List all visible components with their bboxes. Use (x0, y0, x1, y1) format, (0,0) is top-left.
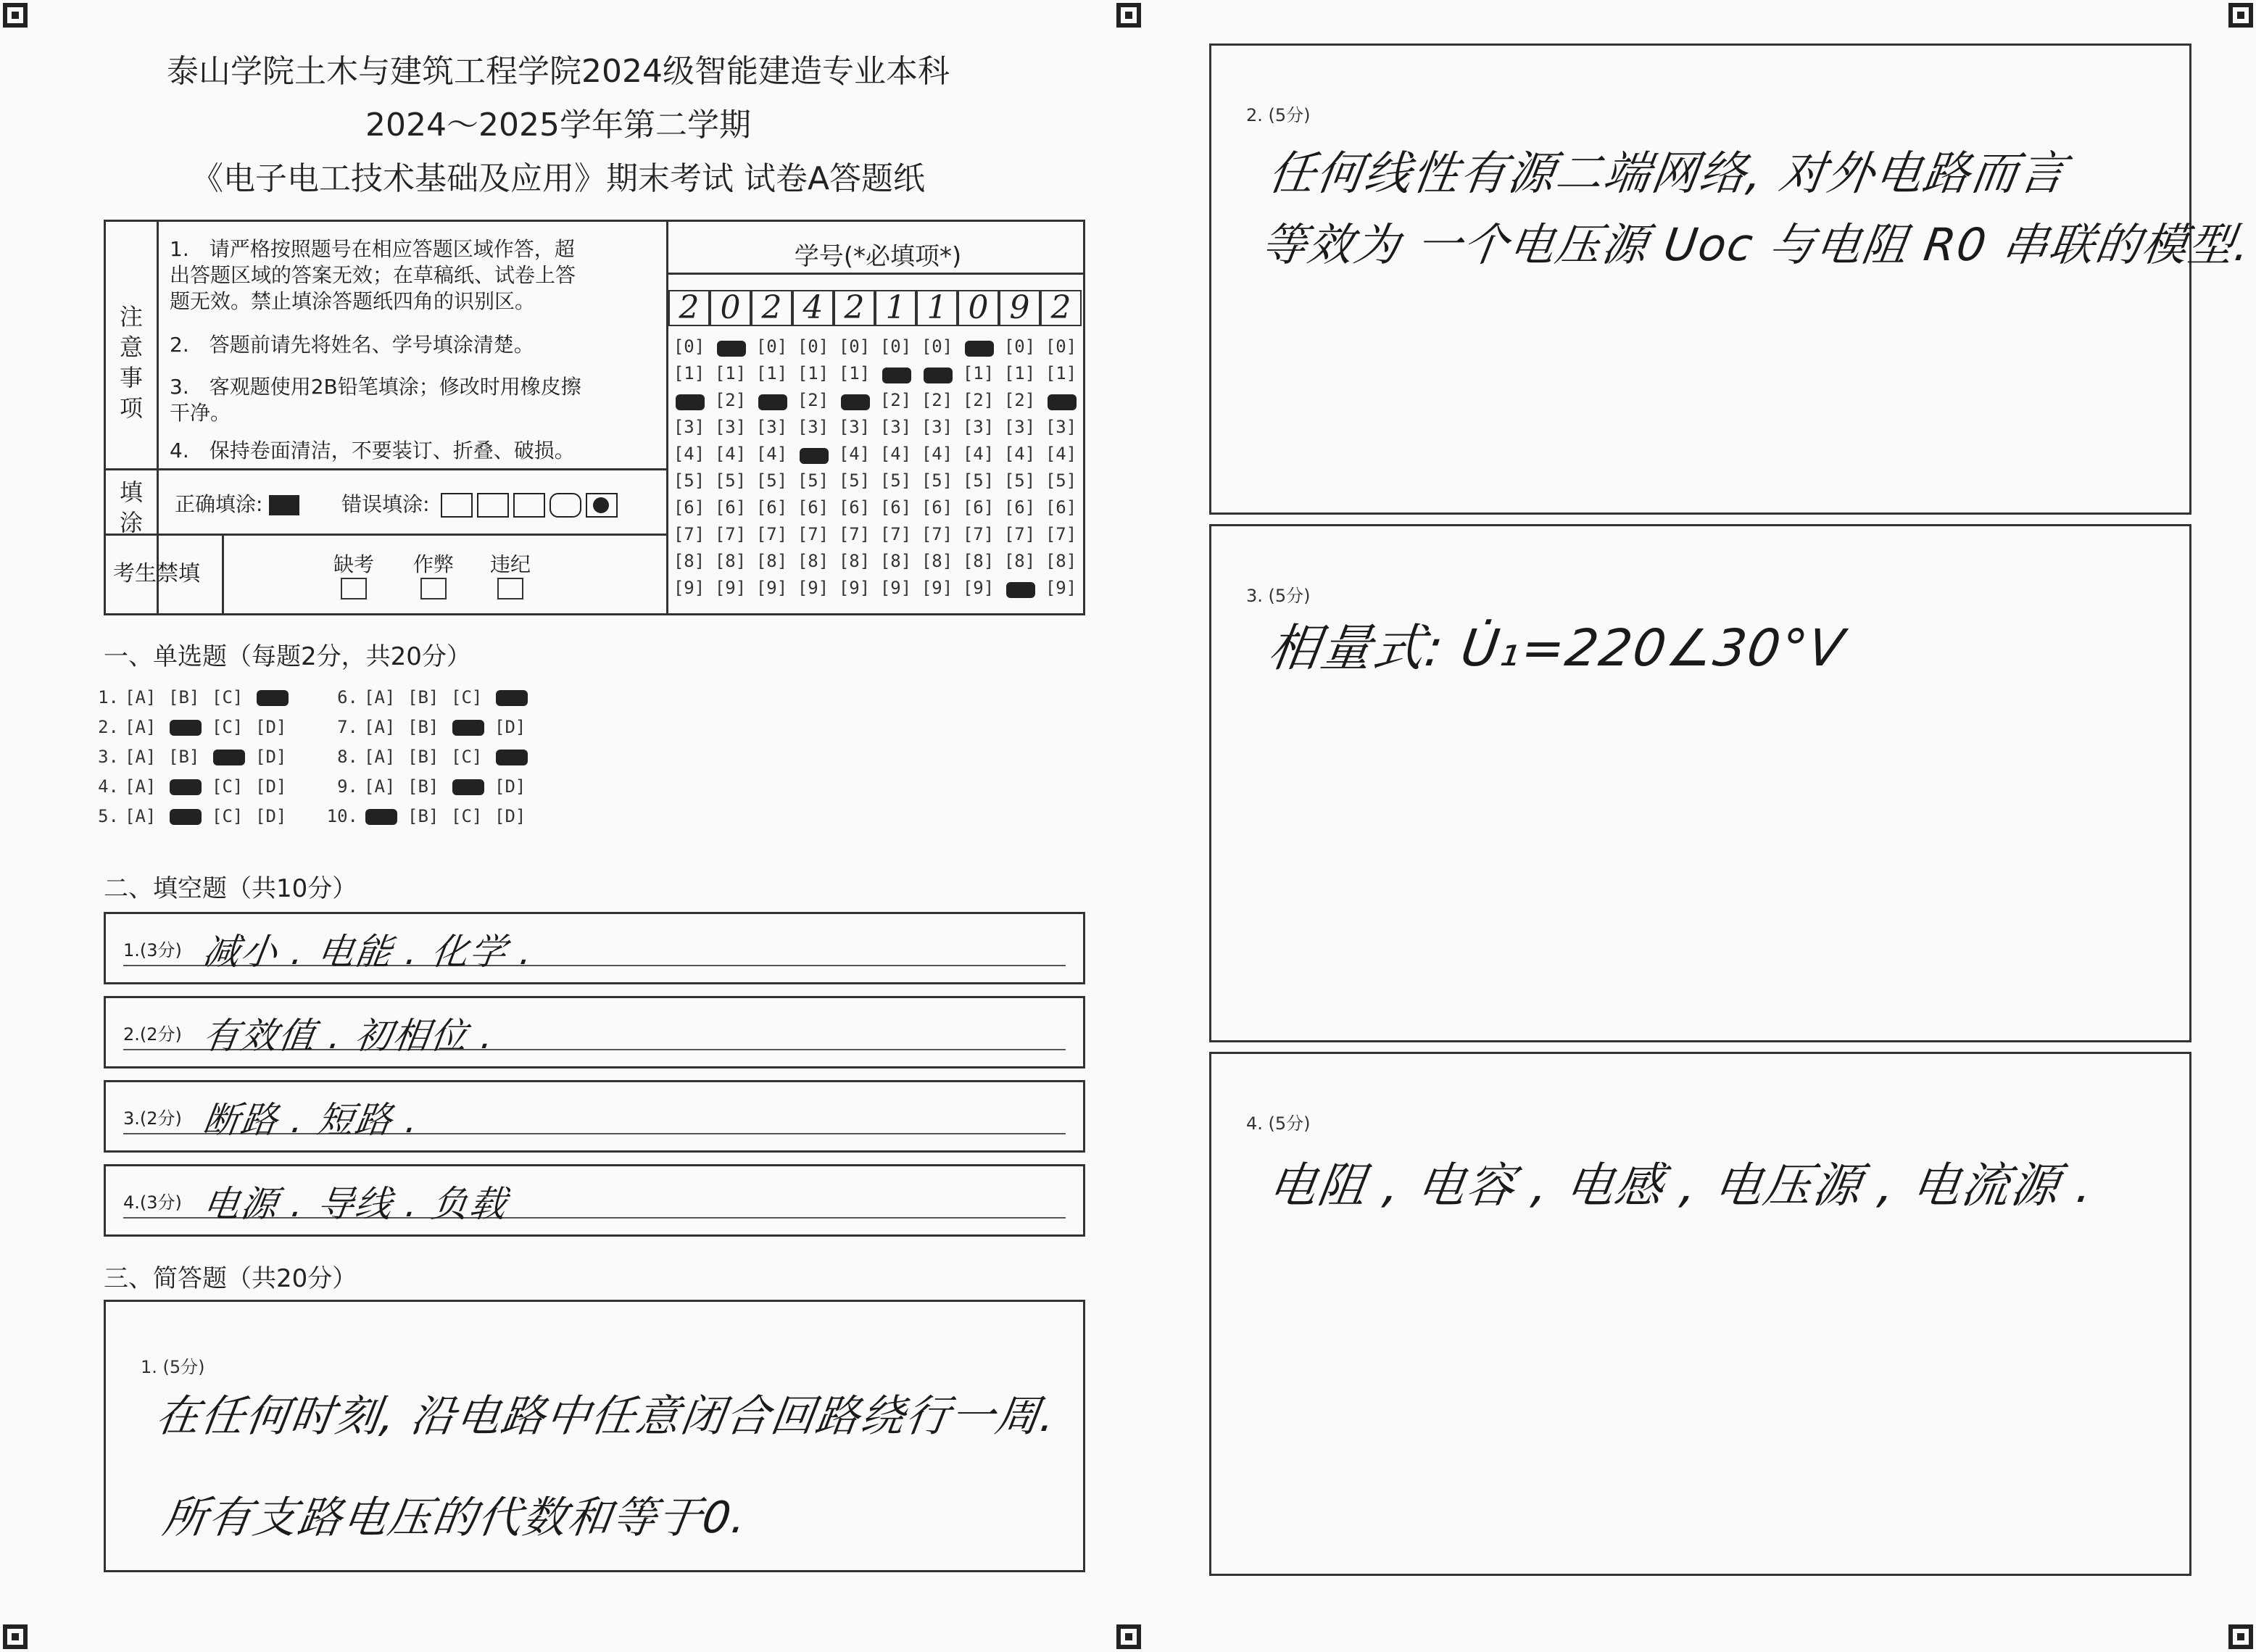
mc-question-row (87, 687, 299, 707)
student-id-bubble[interactable]: [3] (879, 417, 912, 437)
mc-question-row (87, 747, 299, 767)
student-id-bubble[interactable]: [6] (1045, 497, 1077, 518)
rule-line-1: 1. 请严格按照题号在相应答题区域作答，超 (170, 237, 575, 261)
mc-question-row (87, 806, 299, 826)
student-id-digit: 0 (958, 290, 999, 326)
mc-question-number: 8. (337, 747, 358, 767)
mc-option[interactable]: [A] (364, 776, 396, 797)
mc-option[interactable]: [C] (212, 717, 244, 737)
student-id-bubble[interactable]: [3] (673, 417, 705, 437)
student-id-bubble[interactable]: [8] (714, 551, 747, 571)
student-id-bubble[interactable]: [7] (838, 524, 871, 544)
student-id-bubble[interactable]: [1] (714, 363, 747, 383)
short-answer-box-3 (1209, 524, 2191, 1042)
student-id-bubble[interactable]: [8] (879, 551, 912, 571)
mc-option[interactable]: [D] (255, 806, 287, 826)
q1-answer-line-2: 所有支路电压的代数和等于0. (159, 1493, 751, 1543)
student-id-bubble[interactable]: [2] (879, 390, 912, 410)
student-id-bubble-filled[interactable] (958, 336, 999, 357)
section1-title: 一、单选题（每题2分，共20分） (104, 642, 471, 671)
mc-option[interactable]: [B] (407, 747, 439, 767)
mc-option-filled[interactable] (494, 687, 538, 707)
fill-blank-label: 1.(3分) (123, 940, 182, 960)
status-absent: 缺考 (332, 552, 376, 606)
student-id-bubble[interactable]: [0] (879, 336, 912, 357)
mc-option[interactable]: [B] (407, 776, 439, 797)
corner-marker-top-left (3, 3, 28, 28)
q3-label: 3. (5分) (1246, 586, 1311, 606)
fill-blank-box (104, 912, 1085, 984)
mc-option-filled[interactable] (364, 806, 407, 826)
student-id-bubble[interactable]: [4] (1045, 444, 1077, 464)
student-id-bubble[interactable]: [7] (1003, 524, 1036, 544)
student-id-bubble[interactable]: [5] (1045, 470, 1077, 491)
student-id-bubble[interactable]: [0] (838, 336, 871, 357)
mc-option[interactable]: [C] (212, 806, 244, 826)
short-answer-box-1 (104, 1300, 1085, 1572)
mc-question-number: 1. (98, 687, 119, 707)
mc-option[interactable]: [D] (494, 717, 526, 737)
rule-line-2: 出答题区域的答案无效；在草稿纸、试卷上答 (170, 263, 576, 287)
mc-question-number: 9. (337, 776, 358, 797)
rule-line-4: 2. 答题前请先将姓名、学号填涂清楚。 (170, 333, 534, 357)
student-id-digit: 0 (710, 290, 751, 326)
section3-title: 三、简答题（共20分） (104, 1264, 357, 1293)
student-id-bubble[interactable]: [7] (673, 524, 705, 544)
student-id-bubble-filled[interactable] (834, 390, 875, 410)
mc-option[interactable]: [B] (407, 687, 439, 707)
rule-line-7: 4. 保持卷面清洁，不要装订、折叠、破损。 (170, 439, 575, 462)
q2-label: 2. (5分) (1246, 105, 1311, 125)
student-id-bubble-filled[interactable] (875, 363, 916, 383)
mc-option[interactable]: [D] (494, 806, 526, 826)
mc-option[interactable]: [B] (168, 747, 200, 767)
notice-label: 注意事项 (119, 303, 143, 422)
student-id-bubble[interactable]: [9] (755, 578, 788, 598)
student-id-digit: 1 (916, 290, 958, 326)
absent-checkbox (341, 578, 367, 599)
student-id-bubble[interactable]: [9] (962, 578, 995, 598)
mc-option[interactable]: [A] (364, 717, 396, 737)
mc-question-number: 4. (98, 776, 119, 797)
mc-question-row (326, 806, 538, 826)
student-id-bubble[interactable]: [0] (921, 336, 953, 357)
correct-fill-label: 正确填涂: (175, 492, 263, 516)
section2-title: 二、填空题（共10分） (104, 874, 357, 903)
corner-marker-bottom-left (3, 1624, 28, 1649)
q4-label: 4. (5分) (1246, 1113, 1311, 1134)
student-id-bubble[interactable]: [7] (879, 524, 912, 544)
student-id-bubble[interactable]: [6] (673, 497, 705, 518)
student-id-bubble[interactable]: [5] (714, 470, 747, 491)
student-id-bubble-filled[interactable] (751, 390, 792, 410)
student-id-bubble[interactable]: [5] (673, 470, 705, 491)
student-id-bubble[interactable]: [8] (673, 551, 705, 571)
student-id-bubble-filled[interactable] (710, 336, 751, 357)
mc-option[interactable]: [D] (255, 776, 287, 797)
student-id-bubble[interactable]: [2] (797, 390, 829, 410)
mc-option-filled[interactable] (212, 747, 255, 767)
student-id-bubble[interactable]: [0] (673, 336, 705, 357)
q2-answer-line-2: 等效为 一个电压源 Uoc 与电阻 R0 串联的模型. (1258, 218, 2255, 271)
student-id-digit: 2 (668, 290, 710, 326)
student-id-bubble-filled[interactable] (792, 444, 834, 464)
mc-option[interactable]: [C] (451, 747, 483, 767)
mc-option-filled[interactable] (168, 806, 212, 826)
q4-answer-line-1: 电阻 , 电容 , 电感 , 电压源 , 电流源 . (1264, 1158, 2098, 1213)
q3-answer-line-1: 相量式: U̇₁=220∠30°V (1264, 618, 1849, 678)
mc-question-number: 3. (98, 747, 119, 767)
student-id-bubble[interactable]: [3] (714, 417, 747, 437)
correct-fill-example (269, 495, 299, 515)
fill-blank-answer[interactable]: 电源 . 导线 . 负载 (200, 1183, 510, 1225)
student-id-bubble[interactable]: [2] (921, 390, 953, 410)
mc-option-filled[interactable] (451, 776, 494, 797)
fill-blank-answer[interactable]: 断路 . 短路 . (200, 1099, 422, 1141)
mc-question-number: 5. (98, 806, 119, 826)
mc-option[interactable]: [D] (255, 747, 287, 767)
wrong-fill-example-5 (586, 493, 618, 518)
mc-option[interactable]: [A] (364, 687, 396, 707)
examiner-only-label: 考生禁填 (113, 561, 200, 586)
student-id-bubble[interactable]: [1] (673, 363, 705, 383)
short-answer-box-4 (1209, 1052, 2191, 1576)
student-id-bubble[interactable]: [6] (714, 497, 747, 518)
fill-blank-label: 2.(2分) (123, 1024, 182, 1045)
student-id-bubble[interactable]: [6] (879, 497, 912, 518)
mc-option[interactable]: [B] (168, 687, 200, 707)
fill-blank-answer[interactable]: 有效值 . 初相位 . (200, 1015, 497, 1057)
student-id-bubble[interactable]: [9] (714, 578, 747, 598)
student-id-bubble[interactable]: [3] (838, 417, 871, 437)
student-id-bubble[interactable]: [2] (1003, 390, 1036, 410)
student-id-bubble[interactable]: [5] (797, 470, 829, 491)
header-line-3: 《电子电工技术基础及应用》期末考试 试卷A答题纸 (191, 160, 926, 197)
student-id-digit: 9 (999, 290, 1040, 326)
short-answer-box-2 (1209, 43, 2255, 515)
wrong-fill-example-1 (441, 493, 473, 518)
student-id-bubble[interactable]: [0] (1045, 336, 1077, 357)
wrong-fill-label: 错误填涂: (341, 492, 430, 516)
student-id-bubble[interactable]: [5] (1003, 470, 1036, 491)
q1-answer-line-1: 在任何时刻, 沿电路中任意闭合回路绕行一周. (152, 1391, 1060, 1442)
student-id-bubble[interactable]: [6] (838, 497, 871, 518)
mc-option[interactable]: [A] (125, 687, 157, 707)
student-id-bubble[interactable]: [3] (962, 417, 995, 437)
corner-marker-bottom-right (2228, 1624, 2253, 1649)
student-id-bubble[interactable]: [8] (1045, 551, 1077, 571)
student-id-bubble[interactable]: [2] (714, 390, 747, 410)
mc-question-number: 10. (326, 806, 358, 826)
mc-question-number: 2. (98, 717, 119, 737)
student-id-bubble[interactable]: [7] (755, 524, 788, 544)
student-id-bubble[interactable]: [5] (879, 470, 912, 491)
student-id-bubble[interactable]: [6] (921, 497, 953, 518)
student-id-digit: 2 (751, 290, 792, 326)
mc-question-row (87, 776, 299, 797)
mc-question-row (87, 717, 299, 737)
student-id-digit: 1 (875, 290, 916, 326)
mc-question-row (326, 687, 538, 707)
student-id-bubble[interactable]: [9] (673, 578, 705, 598)
header-line-2: 2024～2025学年第二学期 (365, 107, 751, 144)
status-violation: 违纪 (489, 552, 532, 606)
student-id-bubble[interactable]: [5] (838, 470, 871, 491)
rule-line-3: 题无效。禁止填涂答题纸四角的识别区。 (170, 289, 536, 313)
mc-option[interactable]: [B] (407, 806, 439, 826)
student-id-bubble[interactable]: [9] (838, 578, 871, 598)
mc-option-filled[interactable] (255, 687, 299, 707)
student-id-bubble[interactable]: [4] (1003, 444, 1036, 464)
mc-option[interactable]: [C] (451, 806, 483, 826)
student-id-bubble[interactable]: [9] (921, 578, 953, 598)
student-id-bubble[interactable]: [8] (921, 551, 953, 571)
student-id-bubble-filled[interactable] (916, 363, 958, 383)
student-id-bubble[interactable]: [3] (1045, 417, 1077, 437)
student-id-bubble[interactable]: [8] (755, 551, 788, 571)
status-cheating: 作弊 (412, 552, 455, 606)
student-id-bubble[interactable]: [4] (921, 444, 953, 464)
mc-option[interactable]: [C] (212, 776, 244, 797)
student-id-bubble[interactable]: [4] (879, 444, 912, 464)
mc-option-filled[interactable] (168, 776, 212, 797)
student-id-bubble[interactable]: [7] (962, 524, 995, 544)
student-id-bubble[interactable]: [3] (921, 417, 953, 437)
mc-option[interactable]: [B] (407, 717, 439, 737)
notice-table (104, 220, 1085, 615)
student-id-bubble[interactable]: [8] (1003, 551, 1036, 571)
student-id-bubble[interactable]: [6] (1003, 497, 1036, 518)
student-id-bubble[interactable]: [8] (838, 551, 871, 571)
student-id-bubble[interactable]: [4] (755, 444, 788, 464)
mc-option[interactable]: [A] (125, 776, 157, 797)
mc-question-number: 6. (337, 687, 358, 707)
student-id-bubble[interactable]: [1] (838, 363, 871, 383)
student-id-bubble[interactable]: [4] (673, 444, 705, 464)
student-id-digit: 4 (792, 290, 834, 326)
student-id-bubble-filled[interactable] (1040, 390, 1082, 410)
mc-option[interactable]: [A] (364, 747, 396, 767)
student-id-bubble[interactable]: [4] (714, 444, 747, 464)
rule-line-5: 3. 客观题使用2B铅笔填涂；修改时用橡皮擦 (170, 375, 581, 399)
wrong-fill-example-4 (550, 493, 581, 518)
student-id-bubble[interactable]: [3] (1003, 417, 1036, 437)
mc-option[interactable]: [A] (125, 806, 157, 826)
student-id-bubble[interactable]: [4] (838, 444, 871, 464)
fill-blank-box (104, 1164, 1085, 1237)
rule-line-6: 干净。 (170, 401, 231, 425)
student-id-bubble[interactable]: [5] (755, 470, 788, 491)
student-id-bubble[interactable]: [1] (755, 363, 788, 383)
student-id-bubble[interactable]: [7] (1045, 524, 1077, 544)
student-id-title: 学号(*必填项*) (794, 242, 962, 271)
fill-blank-box (104, 996, 1085, 1068)
student-id-bubble[interactable]: [9] (797, 578, 829, 598)
student-id-bubble[interactable]: [2] (962, 390, 995, 410)
student-id-bubble[interactable]: [0] (797, 336, 829, 357)
corner-marker-bottom-center (1116, 1624, 1141, 1649)
fill-blank-label: 3.(2分) (123, 1108, 182, 1129)
student-id-bubble[interactable]: [5] (962, 470, 995, 491)
fill-blank-box (104, 1080, 1085, 1153)
student-id-bubble[interactable]: [1] (1045, 363, 1077, 383)
mc-question-row (326, 776, 538, 797)
corner-marker-top-center (1116, 3, 1141, 28)
wrong-fill-example-2 (477, 493, 509, 518)
student-id-bubble[interactable]: [4] (962, 444, 995, 464)
student-id-bubble[interactable]: [8] (962, 551, 995, 571)
student-id-bubble[interactable]: [7] (797, 524, 829, 544)
fill-label: 填涂 (119, 478, 143, 536)
q1-label: 1. (5分) (141, 1357, 205, 1377)
header-line-1: 泰山学院土木与建筑工程学院2024级智能建造专业本科 (167, 53, 950, 90)
corner-marker-top-right (2228, 3, 2253, 28)
mc-option-filled[interactable] (451, 717, 494, 737)
mc-option-filled[interactable] (168, 717, 212, 737)
student-id-bubble[interactable]: [9] (1045, 578, 1077, 598)
student-id-bubble[interactable]: [1] (962, 363, 995, 383)
student-id-bubble[interactable]: [9] (879, 578, 912, 598)
mc-option[interactable]: [D] (494, 776, 526, 797)
student-id-bubble[interactable]: [6] (797, 497, 829, 518)
student-id-digit: 2 (1040, 290, 1082, 326)
mc-option[interactable]: [D] (255, 717, 287, 737)
mc-question-row (326, 747, 538, 767)
mc-option[interactable]: [C] (212, 687, 244, 707)
student-id-bubble[interactable]: [0] (1003, 336, 1036, 357)
student-id-bubble[interactable]: [0] (755, 336, 788, 357)
student-id-bubble[interactable]: [7] (714, 524, 747, 544)
student-id-bubble[interactable]: [6] (755, 497, 788, 518)
mc-question-row (326, 717, 538, 737)
student-id-digit: 2 (834, 290, 875, 326)
student-id-bubble[interactable]: [7] (921, 524, 953, 544)
wrong-fill-example-3 (513, 493, 545, 518)
mc-option-filled[interactable] (494, 747, 538, 767)
student-id-bubble[interactable]: [8] (797, 551, 829, 571)
student-id-bubble[interactable]: [5] (921, 470, 953, 491)
q2-answer-line-1: 任何线性有源二端网络, 对外电路而言 (1264, 147, 2071, 201)
violation-checkbox (497, 578, 523, 599)
student-id-bubble[interactable]: [6] (962, 497, 995, 518)
student-id-bubble[interactable]: [1] (1003, 363, 1036, 383)
mc-option[interactable]: [A] (125, 717, 157, 737)
mc-option[interactable]: [C] (451, 687, 483, 707)
fill-instructions (175, 491, 618, 518)
fill-blank-answer[interactable]: 减小 . 电能 . 化学 . (200, 931, 536, 973)
fill-blank-label: 4.(3分) (123, 1192, 182, 1213)
student-id-bubble[interactable]: [3] (755, 417, 788, 437)
student-id-bubble-filled[interactable] (999, 578, 1040, 598)
cheating-checkbox (420, 578, 447, 599)
student-id-bubble[interactable]: [1] (797, 363, 829, 383)
mc-question-number: 7. (337, 717, 358, 737)
student-id-bubble-filled[interactable] (668, 390, 710, 410)
mc-option[interactable]: [A] (125, 747, 157, 767)
student-id-bubble[interactable]: [3] (797, 417, 829, 437)
